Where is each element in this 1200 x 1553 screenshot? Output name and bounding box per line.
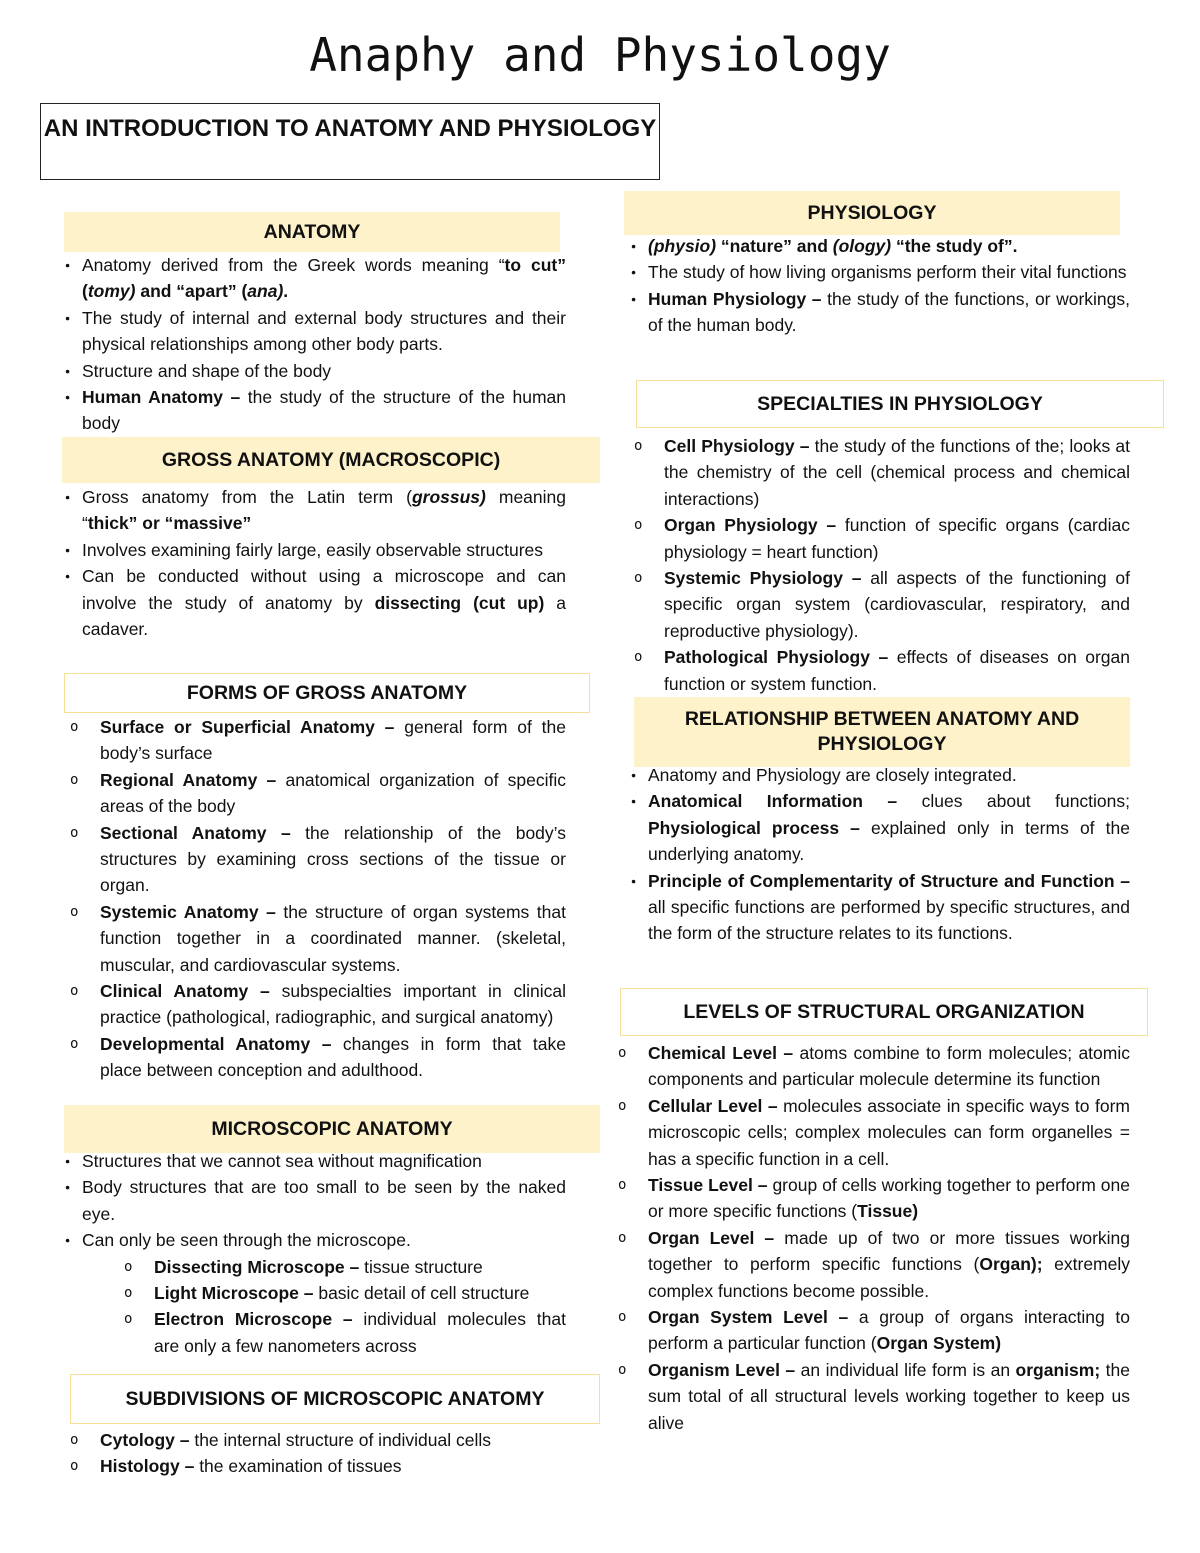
- micro-bullet-1: ● Structures that we cannot sea without magnification: [64, 1148, 566, 1174]
- relationship-bullet-1: ● Anatomy and Physiology are closely integrated.: [630, 762, 1130, 788]
- gross-anatomy-heading: GROSS ANATOMY (MACROSCOPIC): [62, 437, 600, 483]
- specialties-list-item: o Systemic Physiology – all aspects of the functioning of specific organ system (cardiovascular, respiratory, and reproductive physiology).: [628, 565, 1130, 644]
- subdivisions-heading: SUBDIVISIONS OF MICROSCOPIC ANATOMY: [70, 1374, 600, 1424]
- forms-list-item: o Systemic Anatomy – the structure of organ systems that function together in a coordinated manner. (skeletal, muscular, and cardiovascular systems.: [64, 899, 566, 978]
- levels-list-item: o Chemical Level – atoms combine to form molecules; atomic components and particular molecule determine its function: [612, 1040, 1130, 1093]
- levels-heading: LEVELS OF STRUCTURAL ORGANIZATION: [620, 988, 1148, 1036]
- relationship-section: [630, 762, 1130, 947]
- physiology-bullet-3: ● Human Physiology – the study of the functions, or workings, of the human body.: [630, 286, 1130, 339]
- forms-list-item: o Sectional Anatomy – the relationship of the body’s structures by examining cross sections of the tissue or organ.: [64, 820, 566, 899]
- microscope-list-item: o Dissecting Microscope – tissue structure: [118, 1254, 566, 1280]
- anatomy-bullet-3: ● Structure and shape of the body: [64, 358, 566, 384]
- microscopic-heading: MICROSCOPIC ANATOMY: [64, 1105, 600, 1153]
- forms-list-item: o Regional Anatomy – anatomical organization of specific areas of the body: [64, 767, 566, 820]
- levels-list-item: o Cellular Level – molecules associate in specific ways to form microscopic cells; complex molecules can form organelles = has a specific function in a cell.: [612, 1093, 1130, 1172]
- physiology-bullet-1: ● (physio) “nature” and (ology) “the study of”.: [630, 233, 1130, 259]
- gross-anatomy-section: [64, 484, 566, 642]
- specialties-list: [628, 433, 1130, 697]
- forms-list-item: o Clinical Anatomy – subspecialties important in clinical practice (pathological, radiographic, and surgical anatomy): [64, 978, 566, 1031]
- forms-heading: FORMS OF GROSS ANATOMY: [64, 673, 590, 713]
- relationship-bullet-2: ● Anatomical Information – clues about functions; Physiological process – explained only in terms of the underlying anatomy.: [630, 788, 1130, 867]
- forms-list: [64, 714, 566, 1084]
- subdivisions-list-item: o Cytology – the internal structure of individual cells: [64, 1427, 566, 1453]
- forms-list-item: o Surface or Superficial Anatomy – general form of the body’s surface: [64, 714, 566, 767]
- forms-list-item: o Developmental Anatomy – changes in form that take place between conception and adulthood.: [64, 1031, 566, 1084]
- levels-list-item: o Tissue Level – group of cells working together to perform one or more specific functions (Tissue): [612, 1172, 1130, 1225]
- levels-list-item: o Organ Level – made up of two or more tissues working together to perform specific functions (Organ); extremely complex functions become possible.: [612, 1225, 1130, 1304]
- relationship-heading: RELATIONSHIP BETWEEN ANATOMY AND PHYSIOLOGY: [634, 697, 1130, 767]
- gross-bullet-2: ● Involves examining fairly large, easily observable structures: [64, 537, 566, 563]
- physiology-bullet-2: ● The study of how living organisms perform their vital functions: [630, 259, 1130, 285]
- microscope-list: [64, 1254, 566, 1360]
- anatomy-section: [64, 252, 566, 437]
- levels-list-item: o Organism Level – an individual life form is an organism; the sum total of all structural levels working together to keep us alive: [612, 1357, 1130, 1436]
- micro-bullet-3: ● Can only be seen through the microscope.: [64, 1227, 566, 1253]
- micro-bullet-2: ● Body structures that are too small to be seen by the naked eye.: [64, 1174, 566, 1227]
- microscopic-section: [64, 1148, 566, 1359]
- subdivisions-list-item: o Histology – the examination of tissues: [64, 1453, 566, 1479]
- physiology-section: [630, 233, 1130, 339]
- gross-bullet-1: ● Gross anatomy from the Latin term (grossus) meaning “thick” or “massive”: [64, 484, 566, 537]
- microscope-list-item: o Light Microscope – basic detail of cell structure: [118, 1280, 566, 1306]
- levels-list: [612, 1040, 1130, 1436]
- subdivisions-list: [64, 1427, 566, 1480]
- levels-list-item: o Organ System Level – a group of organs interacting to perform a particular function (Organ System): [612, 1304, 1130, 1357]
- relationship-bullet-3: ● Principle of Complementarity of Structure and Function – all specific functions are performed by specific structures, and the form of the structure relates to its functions.: [630, 868, 1130, 947]
- gross-bullet-3: ● Can be conducted without using a microscope and can involve the study of anatomy by dissecting (cut up) a cadaver.: [64, 563, 566, 642]
- physiology-heading: PHYSIOLOGY: [624, 191, 1120, 235]
- main-heading: AN INTRODUCTION TO ANATOMY AND PHYSIOLOGY: [40, 103, 660, 180]
- specialties-heading: SPECIALTIES IN PHYSIOLOGY: [636, 380, 1164, 428]
- specialties-list-item: o Organ Physiology – function of specific organs (cardiac physiology = heart function): [628, 512, 1130, 565]
- anatomy-bullet-1: ● Anatomy derived from the Greek words meaning “to cut” (tomy) and “apart” (ana).: [64, 252, 566, 305]
- anatomy-heading: ANATOMY: [64, 212, 560, 252]
- specialties-list-item: o Pathological Physiology – effects of diseases on organ function or system function.: [628, 644, 1130, 697]
- anatomy-bullet-2: ● The study of internal and external body structures and their physical relationships among other body parts.: [64, 305, 566, 358]
- specialties-list-item: o Cell Physiology – the study of the functions of the; looks at the chemistry of the cell (chemical process and chemical interactions): [628, 433, 1130, 512]
- anatomy-bullet-4: ● Human Anatomy – the study of the structure of the human body: [64, 384, 566, 437]
- microscope-list-item: o Electron Microscope – individual molecules that are only a few nanometers across: [118, 1306, 566, 1359]
- page-title: Anaphy and Physiology: [309, 28, 891, 82]
